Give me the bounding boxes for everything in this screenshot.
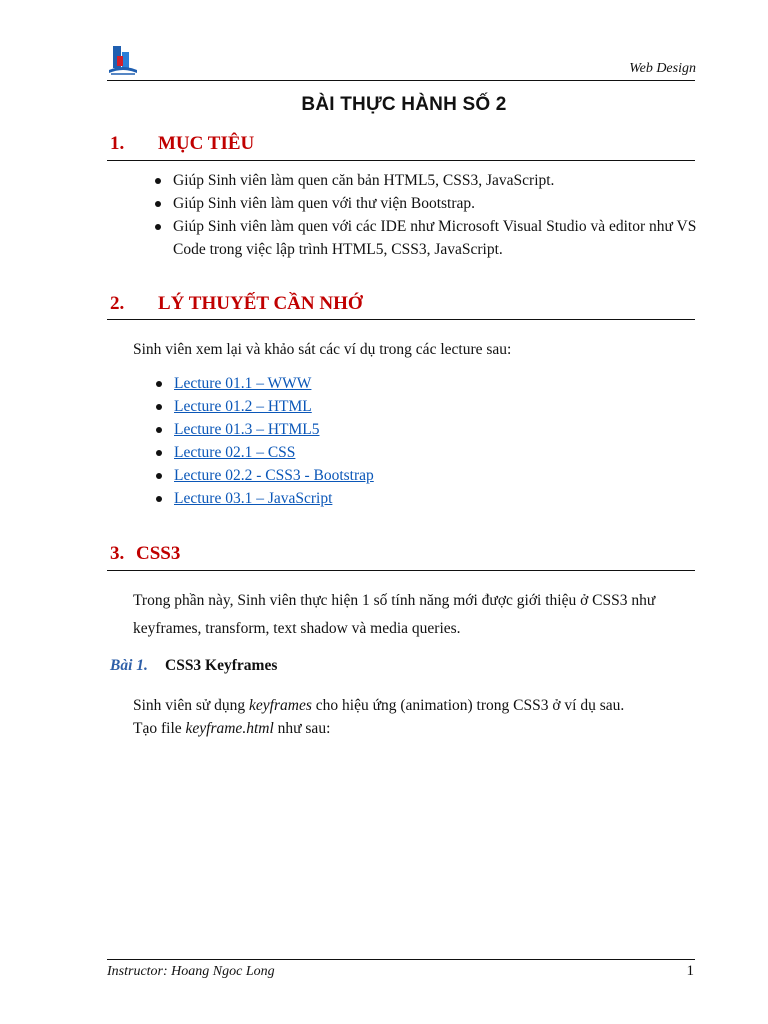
page-number: 1 — [686, 963, 694, 979]
list-item: Giúp Sinh viên làm quen căn bản HTML5, CSS3, JavaScript. — [155, 169, 700, 192]
bullet-icon — [155, 224, 161, 230]
lecture-links-list — [156, 372, 556, 510]
lecture-link[interactable]: Lecture 02.2 - CSS3 - Bootstrap — [174, 467, 374, 484]
exercise-label: Bài 1. — [110, 657, 148, 674]
objectives-list — [155, 169, 700, 261]
list-item: Giúp Sinh viên làm quen với thư viện Bootstrap. — [155, 192, 700, 215]
exercise-instructions — [133, 694, 624, 740]
exercise-heading — [110, 657, 277, 675]
lecture-link[interactable]: Lecture 02.1 – CSS — [174, 444, 296, 461]
lecture-link[interactable]: Lecture 03.1 – JavaScript — [174, 490, 333, 507]
list-item: Giúp Sinh viên làm quen với các IDE như Microsoft Visual Studio và editor như VS Code trong việc lập trình HTML5, CSS3, JavaScript. — [155, 215, 700, 261]
bullet-icon — [156, 404, 162, 410]
section-3-heading — [110, 543, 180, 565]
running-head: Web Design — [629, 61, 696, 76]
lecture-intro: Sinh viên xem lại và khảo sát các ví dụ trong các lecture sau: — [133, 341, 512, 358]
section-title: MỤC TIÊU — [158, 133, 255, 154]
lecture-link[interactable]: Lecture 01.1 – WWW — [174, 375, 312, 392]
section-title: LÝ THUYẾT CẦN NHỚ — [158, 293, 363, 314]
section-2-heading — [110, 293, 363, 315]
css3-intro — [133, 587, 713, 643]
list-item — [156, 464, 556, 487]
bullet-icon — [156, 473, 162, 479]
bullet-icon — [156, 381, 162, 387]
bullet-icon — [156, 450, 162, 456]
section-1-rule — [107, 160, 695, 161]
list-item — [156, 395, 556, 418]
list-item — [156, 441, 556, 464]
exercise-title: CSS3 Keyframes — [165, 657, 278, 674]
list-item — [156, 418, 556, 441]
section-number: 3. — [110, 543, 125, 564]
section-title: CSS3 — [136, 543, 181, 564]
lecture-link[interactable]: Lecture 01.3 – HTML5 — [174, 421, 320, 438]
exercise-line-1: Sinh viên sử dụng keyframes cho hiệu ứng (animation) trong CSS3 ở ví dụ sau. — [133, 697, 625, 714]
lecture-link[interactable]: Lecture 01.2 – HTML — [174, 398, 312, 415]
bullet-icon — [155, 201, 161, 207]
section-3-rule — [107, 570, 695, 571]
section-number: 2. — [110, 293, 125, 314]
css3-intro-line-2: keyframes, transform, text shadow và media queries. — [133, 620, 461, 637]
document-title: BÀI THỰC HÀNH SỐ 2 — [301, 94, 507, 115]
header-rule — [107, 80, 695, 81]
list-item — [156, 487, 556, 510]
section-number: 1. — [110, 133, 125, 154]
bullet-icon — [156, 427, 162, 433]
university-logo-icon — [107, 42, 139, 76]
section-1-heading — [110, 133, 254, 155]
footer-instructor: Instructor: Hoang Ngoc Long — [107, 964, 275, 979]
exercise-line-2: Tạo file keyframe.html như sau: — [133, 720, 331, 737]
section-2-rule — [107, 319, 695, 320]
footer-rule — [107, 959, 695, 960]
css3-intro-line-1: Trong phần này, Sinh viên thực hiện 1 số tính năng mới được giới thiệu ở CSS3 như — [133, 592, 656, 609]
list-item — [156, 372, 556, 395]
bullet-icon — [155, 178, 161, 184]
bullet-icon — [156, 496, 162, 502]
